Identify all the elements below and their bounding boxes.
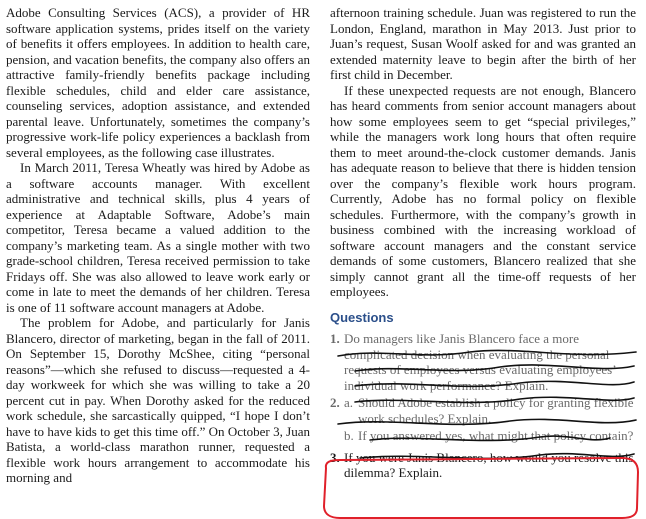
- paragraph-juan-continued: afternoon training schedule. Juan was registered to run the London, England, marathon in May 2013. Just prior to Juan’s request, Susan Woolf asked for and was granted an extended maternity leave to begin after the birth of her first child in December.: [330, 5, 636, 82]
- question-1: [330, 331, 636, 393]
- question-subletter: a.: [344, 395, 354, 410]
- question-text: Should Adobe establish a policy for granting flexible work schedules? Explain.: [358, 395, 634, 426]
- paragraph-problem: The problem for Adobe, and particularly for Janis Blancero, director of marketing, began in the fall of 2011. On September 15, Dorothy McShee, citing “personal reasons”—which she refused to discuss—requested a 4-day workweek for which she was willing to take a 20 percent cut in pay. When Dorothy asked for the reduced work schedule, she sarcastically quipped, “I hope I don’t have to have kids to get this time off.” On October 3, Juan Batista, a world-class marathon runner, requested a flexible work hours arrangement to accommodate his morning and: [6, 315, 310, 485]
- question-number: 2.: [330, 395, 340, 410]
- question-number: [330, 428, 344, 444]
- paragraph-intro: Adobe Consulting Services (ACS), a provider of HR software application systems, prides itself on the variety of benefits it offers employees. In addition to health care, pension, and vacation benefits, the company also offers an attractive family-friendly benefits package including flexible schedules, child and elder care assistance, counseling services, adoption assistance, and extended parental leave. Unfortunately, sometimes the company’s progressive work-life policy experiences a backlash from several employees, as the following case illustrates.: [6, 5, 310, 160]
- left-column: [6, 5, 310, 486]
- question-text: If you were Janis Blancero, how would you resolve this dilemma? Explain.: [344, 449, 634, 480]
- paragraph-teresa: In March 2011, Teresa Wheatly was hired by Adobe as a software accounts manager. With excellent administrative and technical skills, plus 4 years of experience at Adaptable Software, Adobe’s main competitor, Teresa became a valued addition to the company’s marketing team. As a single mother with two grade-school children, Teresa received permission to take Fridays off. She was also allowed to leave work early or come in late to meet the demands of her children. Teresa is one of 11 software account managers at Adobe.: [6, 160, 310, 315]
- paragraph-tension: If these unexpected requests are not enough, Blancero has heard comments from senior account managers about how some employees seem to get “special privileges,” while the managers work long hours that often require them to meet around-the-clock customer demands. Janis has adequate reason to believe that there is hidden tension over the company’s flexible work hours program. Currently, Adobe has no formal policy on flexible schedules. Furthermore, with the company’s growth in business combined with the increasing workload of software account managers and the constant service demands of some customers, Blancero realized that she simply cannot grant all the time-off requests of her employees.: [330, 82, 636, 299]
- question-number: 3.: [330, 449, 340, 465]
- question-text: If you answered yes, what might that policy contain?: [358, 428, 634, 443]
- question-text: Do managers like Janis Blancero face a more complicated decision when evaluating the personal requests of employees versus evaluating employees’ individual work performance? Explain.: [344, 331, 616, 393]
- question-3: [330, 450, 636, 481]
- question-subletter: b.: [344, 428, 354, 443]
- question-2a: [330, 395, 636, 426]
- questions-heading: Questions: [330, 309, 394, 325]
- question-number: 1.: [330, 331, 340, 346]
- question-2b: [330, 428, 636, 444]
- right-column: [330, 5, 636, 483]
